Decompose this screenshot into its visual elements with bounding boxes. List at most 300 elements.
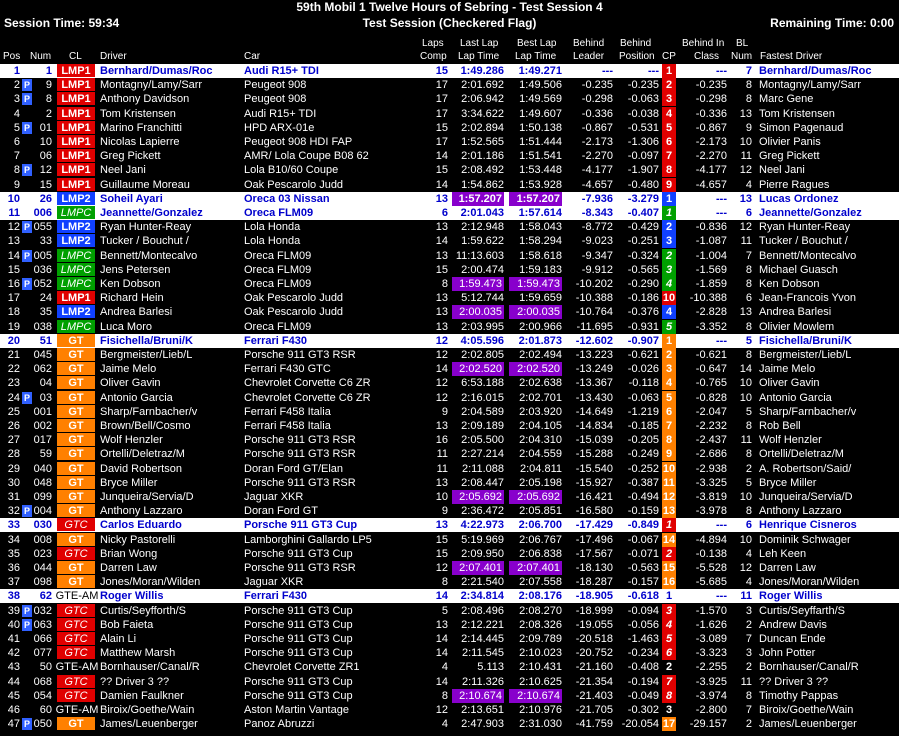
cell-best-lap: 2:04.559 bbox=[519, 448, 562, 461]
cell-pos: 40 bbox=[7, 618, 20, 631]
class-position: 3 bbox=[662, 263, 676, 277]
class-badge: GT bbox=[57, 561, 95, 574]
class-position: 6 bbox=[662, 646, 676, 660]
cell-driver: James/Leuenberger bbox=[100, 718, 198, 731]
cell-pos: 3 bbox=[13, 93, 20, 106]
cell-laps: 13 bbox=[435, 221, 448, 234]
cell-behind-leader: -10.388 bbox=[575, 292, 613, 305]
col-behind-class-bottom[interactable]: Class bbox=[694, 51, 720, 62]
cell-behind-position: -0.186 bbox=[627, 292, 659, 305]
class-badge: GT bbox=[57, 575, 95, 588]
table-row[interactable] bbox=[0, 717, 899, 731]
cell-best-lap: 2:02.494 bbox=[519, 349, 562, 361]
cell-behind-position: -0.849 bbox=[627, 519, 659, 532]
col-fastest-driver[interactable]: Fastest Driver bbox=[760, 51, 823, 62]
cell-last-lap: 6:53.188 bbox=[461, 377, 504, 390]
table-row[interactable] bbox=[0, 135, 899, 149]
cell-best-lap: 2:10.976 bbox=[519, 704, 562, 716]
class-badge: LMPC bbox=[57, 263, 95, 276]
table-row[interactable] bbox=[0, 305, 899, 319]
session-status: Test Session (Checkered Flag) bbox=[362, 16, 537, 30]
table-row[interactable] bbox=[0, 433, 899, 447]
pit-icon: P bbox=[23, 605, 30, 616]
table-row[interactable] bbox=[0, 689, 899, 703]
class-position: 3 bbox=[662, 604, 676, 618]
class-badge: LMP2 bbox=[57, 220, 95, 233]
cell-behind-leader: -4.177 bbox=[581, 164, 613, 177]
cell-behind-class: -0.836 bbox=[695, 221, 727, 234]
cell-best-lap-num: 10 bbox=[739, 491, 752, 503]
cell-last-lap: 2:09.189 bbox=[461, 420, 504, 432]
table-row[interactable] bbox=[0, 533, 899, 547]
table-row[interactable] bbox=[0, 419, 899, 433]
cell-best-lap: 1:49.506 bbox=[519, 79, 562, 92]
cell-fastest-driver: Curtis/Seyffarth/S bbox=[759, 604, 845, 617]
cell-car: Oreca FLM09 bbox=[244, 263, 312, 276]
cell-behind-leader: -19.055 bbox=[575, 618, 613, 631]
cell-driver: Antonio Garcia bbox=[100, 391, 173, 404]
cell-pos: 22 bbox=[7, 363, 20, 376]
cell-behind-leader: -14.834 bbox=[575, 420, 613, 432]
pit-icon: P bbox=[23, 80, 30, 91]
col-best-lap-bottom[interactable]: Num bbox=[731, 51, 753, 62]
col-driver[interactable]: Driver bbox=[100, 51, 127, 62]
cell-driver: Bryce Miller bbox=[100, 476, 158, 489]
cell-best-lap: 2:07.401 bbox=[509, 561, 562, 575]
col-class[interactable]: CL bbox=[69, 51, 82, 62]
cell-best-lap-num: 13 bbox=[739, 107, 752, 120]
cell-behind-class: -2.938 bbox=[695, 462, 727, 475]
cell-laps: 11 bbox=[436, 448, 448, 461]
col-behind-position-bottom[interactable]: Position bbox=[619, 51, 655, 62]
cell-behind-leader: -9.912 bbox=[581, 263, 613, 276]
class-badge: LMP1 bbox=[57, 149, 95, 162]
cell-pos: 38 bbox=[7, 590, 20, 603]
class-position: 15 bbox=[662, 562, 676, 574]
cell-driver: Carlos Eduardo bbox=[100, 519, 182, 532]
col-best-lap-top[interactable]: BL bbox=[736, 38, 749, 49]
cell-fastest-driver: Jaime Melo bbox=[759, 363, 816, 376]
cell-behind-class: -0.336 bbox=[695, 107, 727, 120]
class-badge: GT bbox=[57, 348, 95, 361]
cell-behind-position: -0.302 bbox=[627, 704, 659, 716]
class-badge: LMP2 bbox=[57, 234, 95, 247]
class-badge: GT bbox=[57, 391, 95, 404]
cell-fastest-driver: Jones/Moran/Wilden bbox=[759, 576, 860, 589]
cell-best-lap: 1:49.271 bbox=[518, 65, 562, 77]
cell-last-lap: 2:11.088 bbox=[461, 462, 504, 475]
cell-laps: 10 bbox=[435, 491, 448, 503]
cell-car: Porsche 911 GT3 Cup bbox=[244, 547, 353, 560]
cell-best-lap-num: 2 bbox=[745, 462, 752, 475]
class-position: 7 bbox=[662, 149, 676, 163]
cell-best-lap: 1:58.043 bbox=[519, 221, 562, 234]
cell-best-lap: 1:53.448 bbox=[519, 164, 562, 177]
cell-last-lap: 2:02.805 bbox=[461, 349, 504, 361]
cell-num: 62 bbox=[39, 590, 52, 603]
cell-driver: Biroix/Goethe/Wain bbox=[100, 704, 195, 716]
col-behind-leader-top[interactable]: Behind bbox=[573, 38, 605, 49]
table-row[interactable] bbox=[0, 249, 899, 263]
cell-fastest-driver: Andrea Barlesi bbox=[759, 306, 832, 319]
cell-laps: 5 bbox=[441, 604, 448, 617]
cell-car: Porsche 911 GT3 Cup bbox=[244, 689, 353, 702]
table-row[interactable] bbox=[0, 604, 899, 618]
col-class-position[interactable]: CP bbox=[662, 51, 676, 62]
cell-behind-class: -2.270 bbox=[695, 150, 727, 163]
cell-num: 005 bbox=[33, 249, 52, 262]
cell-car: Peugeot 908 HDI FAP bbox=[244, 136, 353, 148]
class-badge: GT bbox=[57, 419, 95, 432]
cell-laps: 12 bbox=[435, 377, 448, 390]
class-badge: GT bbox=[57, 433, 95, 446]
cell-best-lap-num: 8 bbox=[745, 93, 752, 106]
table-row[interactable] bbox=[0, 277, 899, 291]
class-badge: GT bbox=[57, 533, 95, 546]
cell-last-lap: 2:14.445 bbox=[461, 633, 504, 645]
cell-pos: 26 bbox=[7, 420, 20, 432]
cell-behind-position: -1.907 bbox=[627, 164, 659, 177]
cell-behind-leader: -20.752 bbox=[575, 647, 613, 660]
cell-behind-position: -0.159 bbox=[627, 505, 659, 518]
table-row[interactable] bbox=[0, 192, 899, 206]
cell-fastest-driver: Roger Willis bbox=[759, 590, 823, 603]
cell-last-lap: 2:09.950 bbox=[461, 547, 504, 560]
class-position: 8 bbox=[662, 689, 676, 703]
cell-laps: 14 bbox=[435, 235, 448, 248]
cell-best-lap-num: 8 bbox=[745, 448, 752, 461]
cell-best-lap-num: 8 bbox=[745, 79, 752, 92]
cell-last-lap: 2:06.942 bbox=[461, 93, 504, 106]
class-badge: GT bbox=[57, 334, 95, 347]
table-row[interactable] bbox=[0, 163, 899, 177]
table-row[interactable] bbox=[0, 490, 899, 504]
cell-behind-leader: -0.298 bbox=[581, 93, 613, 106]
table-row[interactable] bbox=[0, 78, 899, 92]
cell-pos: 8 bbox=[13, 164, 20, 177]
cell-best-lap-num: 3 bbox=[745, 604, 752, 617]
table-row[interactable] bbox=[0, 575, 899, 589]
table-row[interactable] bbox=[0, 660, 899, 674]
cell-car: Oreca FLM09 bbox=[244, 278, 312, 290]
table-row[interactable] bbox=[0, 149, 899, 163]
cell-driver: Bernhard/Dumas/Roc bbox=[100, 65, 213, 77]
table-row[interactable] bbox=[0, 646, 899, 660]
class-position: 4 bbox=[662, 376, 676, 390]
cell-behind-leader: -13.223 bbox=[575, 349, 613, 361]
col-last-top[interactable]: Last Lap bbox=[460, 38, 499, 49]
cell-last-lap: 2:01.186 bbox=[461, 150, 504, 163]
cell-best-lap-num: 14 bbox=[739, 363, 752, 376]
cell-pos: 43 bbox=[7, 661, 20, 674]
cell-best-lap-num: 4 bbox=[745, 576, 752, 589]
table-row[interactable] bbox=[0, 462, 899, 476]
cell-pos: 29 bbox=[7, 462, 20, 475]
class-position: 6 bbox=[662, 135, 676, 149]
cell-behind-class: -3.089 bbox=[695, 633, 727, 645]
col-last-bottom[interactable]: Lap Time bbox=[458, 51, 500, 62]
cell-best-lap-num: 4 bbox=[745, 178, 752, 191]
cell-pos: 27 bbox=[7, 434, 20, 447]
table-row[interactable] bbox=[0, 92, 899, 106]
class-position: 7 bbox=[662, 419, 676, 433]
col-num[interactable]: Num bbox=[30, 51, 52, 62]
table-row[interactable] bbox=[0, 405, 899, 419]
cell-driver: Nicky Pastorelli bbox=[100, 533, 176, 546]
cell-behind-position: -0.038 bbox=[627, 107, 659, 120]
cell-car: Ferrari F458 Italia bbox=[244, 420, 331, 432]
cell-best-lap-num: 12 bbox=[739, 164, 752, 177]
cell-best-lap: 2:09.789 bbox=[519, 633, 562, 645]
class-position: 3 bbox=[662, 234, 676, 248]
cell-best-lap: 2:10.431 bbox=[519, 661, 562, 674]
cell-behind-class: --- bbox=[716, 65, 727, 77]
class-position: 10 bbox=[662, 462, 676, 475]
cell-laps: 14 bbox=[435, 675, 448, 688]
table-row[interactable] bbox=[0, 178, 899, 192]
cell-behind-class: -3.352 bbox=[695, 320, 727, 333]
cell-num: 12 bbox=[39, 164, 52, 177]
class-position: 1 bbox=[662, 518, 676, 532]
cell-behind-position: -0.376 bbox=[627, 306, 659, 319]
table-row[interactable] bbox=[0, 561, 899, 575]
cell-pos: 1 bbox=[13, 65, 20, 77]
cell-car: Porsche 911 GT3 RSR bbox=[244, 448, 356, 461]
table-row[interactable] bbox=[0, 632, 899, 646]
table-row[interactable] bbox=[0, 703, 899, 717]
cell-laps: 8 bbox=[441, 576, 448, 589]
table-row[interactable] bbox=[0, 263, 899, 277]
cell-driver: David Robertson bbox=[100, 462, 182, 475]
cell-laps: 13 bbox=[435, 192, 448, 205]
cell-driver: Bornhauser/Canal/R bbox=[100, 661, 200, 674]
cell-car: AMR/ Lola Coupe B08 62 bbox=[244, 150, 369, 163]
cell-behind-position: -0.071 bbox=[627, 547, 659, 560]
col-behind-class-top[interactable]: Behind In bbox=[682, 38, 725, 49]
cell-behind-position: -0.194 bbox=[627, 675, 659, 688]
col-pos[interactable]: Pos bbox=[3, 51, 21, 62]
cell-last-lap: 11:13.603 bbox=[455, 249, 504, 262]
class-position: 2 bbox=[662, 249, 676, 263]
cell-num: 044 bbox=[33, 562, 52, 574]
table-row[interactable] bbox=[0, 618, 899, 632]
table-row[interactable] bbox=[0, 362, 899, 376]
pit-icon: P bbox=[23, 222, 30, 233]
table-row[interactable] bbox=[0, 391, 899, 405]
table-row[interactable] bbox=[0, 206, 899, 220]
cell-best-lap: 1:59.659 bbox=[519, 292, 562, 305]
class-position: 6 bbox=[662, 405, 676, 419]
cell-behind-leader: -18.905 bbox=[575, 590, 613, 603]
cell-fastest-driver: Antonio Garcia bbox=[759, 391, 832, 404]
class-position: 5 bbox=[662, 391, 676, 405]
cell-behind-leader: -17.496 bbox=[575, 533, 613, 546]
cell-car: Porsche 911 GT3 Cup bbox=[244, 647, 353, 660]
cell-laps: 12 bbox=[435, 349, 448, 361]
cell-last-lap: 2:16.015 bbox=[461, 391, 504, 404]
cell-best-lap: 2:10.625 bbox=[519, 675, 562, 688]
cell-num: 001 bbox=[33, 405, 52, 418]
cell-behind-class: -0.235 bbox=[695, 79, 727, 92]
cell-behind-position: -0.094 bbox=[627, 604, 659, 617]
cell-driver: Jones/Moran/Wilden bbox=[100, 576, 201, 589]
cell-pos: 25 bbox=[7, 405, 20, 418]
cell-last-lap: 5.113 bbox=[477, 661, 504, 674]
cell-behind-leader: -41.759 bbox=[575, 718, 613, 731]
table-row[interactable] bbox=[0, 320, 899, 334]
cell-best-lap-num: 6 bbox=[745, 292, 752, 305]
cell-last-lap: 5:12.744 bbox=[461, 292, 504, 305]
cell-last-lap: 2:11.326 bbox=[461, 675, 504, 688]
cell-best-lap-num: 6 bbox=[745, 519, 752, 532]
class-badge: GTE-AM bbox=[55, 661, 99, 674]
table-row[interactable] bbox=[0, 348, 899, 362]
class-position: 9 bbox=[662, 447, 676, 461]
table-row[interactable] bbox=[0, 504, 899, 518]
col-behind-leader-bottom[interactable]: Leader bbox=[573, 51, 605, 62]
col-laps-top[interactable]: Laps bbox=[422, 38, 444, 49]
cell-best-lap-num: 8 bbox=[745, 420, 752, 432]
cell-car: Chevrolet Corvette C6 ZR bbox=[244, 377, 371, 390]
class-position: 2 bbox=[665, 661, 673, 674]
cell-behind-class: -4.177 bbox=[695, 164, 727, 177]
class-badge: LMP1 bbox=[57, 121, 95, 134]
cell-best-lap: 2:04.105 bbox=[519, 420, 562, 432]
cell-car: Ferrari F458 Italia bbox=[244, 405, 331, 418]
cell-car: Ferrari F430 bbox=[244, 334, 307, 347]
table-row[interactable] bbox=[0, 476, 899, 490]
cell-laps: 6 bbox=[441, 207, 448, 219]
cell-num: 002 bbox=[33, 420, 52, 432]
cell-best-lap: 1:59.473 bbox=[509, 277, 562, 291]
cell-fastest-driver: A. Robertson/Said/ bbox=[759, 462, 852, 475]
cell-laps: 13 bbox=[435, 292, 448, 305]
class-badge: GTC bbox=[57, 632, 95, 645]
table-row[interactable] bbox=[0, 121, 899, 135]
cell-behind-position: -0.097 bbox=[627, 150, 659, 163]
cell-laps: 17 bbox=[435, 107, 448, 120]
table-row[interactable] bbox=[0, 334, 899, 348]
cell-last-lap: 2:11.545 bbox=[461, 647, 504, 660]
col-best-bottom[interactable]: Lap Time bbox=[515, 51, 557, 62]
cell-last-lap: 1:49.286 bbox=[460, 65, 504, 77]
cell-num: 023 bbox=[33, 547, 52, 560]
cell-driver: Nicolas Lapierre bbox=[100, 136, 180, 148]
cell-behind-position: -0.252 bbox=[627, 462, 659, 475]
table-row[interactable] bbox=[0, 675, 899, 689]
cell-best-lap-num: 8 bbox=[745, 320, 752, 333]
cell-last-lap: 1:52.565 bbox=[461, 136, 504, 148]
cell-num: 036 bbox=[33, 263, 52, 276]
table-row[interactable] bbox=[0, 64, 899, 78]
cell-behind-leader: -13.249 bbox=[575, 363, 613, 376]
cell-behind-class: -2.828 bbox=[695, 306, 727, 319]
cell-driver: Matthew Marsh bbox=[100, 647, 176, 660]
cell-last-lap: 5:19.969 bbox=[461, 533, 504, 546]
table-row[interactable] bbox=[0, 220, 899, 234]
table-row[interactable] bbox=[0, 291, 899, 305]
cell-behind-class: -0.867 bbox=[695, 121, 727, 134]
table-row[interactable] bbox=[0, 518, 899, 532]
cell-car: Porsche 911 GT3 Cup bbox=[244, 618, 353, 631]
col-laps-bottom[interactable]: Comp bbox=[420, 51, 447, 62]
table-row[interactable] bbox=[0, 547, 899, 561]
table-row[interactable] bbox=[0, 447, 899, 461]
cell-last-lap: 1:59.473 bbox=[452, 277, 504, 291]
class-badge: GT bbox=[57, 717, 95, 730]
cell-best-lap-num: 2 bbox=[745, 661, 752, 674]
col-behind-position-top[interactable]: Behind bbox=[620, 38, 652, 49]
cell-driver: Soheil Ayari bbox=[100, 192, 163, 205]
class-badge: LMP1 bbox=[57, 64, 95, 77]
class-badge: LMP1 bbox=[57, 178, 95, 191]
cell-last-lap: 2:10.674 bbox=[452, 689, 504, 703]
cell-behind-class: -0.138 bbox=[695, 547, 727, 560]
cell-behind-class: -1.004 bbox=[695, 249, 727, 262]
cell-laps: 14 bbox=[435, 178, 448, 191]
cell-num: 60 bbox=[39, 704, 52, 716]
cell-fastest-driver: Rob Bell bbox=[759, 420, 801, 432]
cell-behind-position: -0.494 bbox=[627, 491, 659, 503]
table-row[interactable] bbox=[0, 376, 899, 390]
cell-best-lap-num: 2 bbox=[745, 618, 752, 631]
cell-last-lap: 2:12.221 bbox=[461, 618, 504, 631]
cell-best-lap: 2:04.811 bbox=[519, 462, 562, 475]
cell-fastest-driver: Wolf Henzler bbox=[759, 434, 822, 447]
col-car[interactable]: Car bbox=[244, 51, 261, 62]
cell-last-lap: 2:00.474 bbox=[461, 263, 504, 276]
cell-car: Oreca 03 Nissan bbox=[244, 192, 330, 205]
cell-num: 099 bbox=[33, 491, 52, 503]
table-row[interactable] bbox=[0, 234, 899, 248]
cell-car: Ferrari F430 bbox=[244, 590, 307, 603]
cell-laps: 15 bbox=[435, 533, 448, 546]
cell-behind-position: -0.026 bbox=[627, 363, 659, 376]
cell-behind-leader: -18.287 bbox=[575, 576, 613, 589]
cell-behind-class: -1.859 bbox=[695, 278, 727, 290]
cell-num: 048 bbox=[33, 476, 52, 489]
cell-best-lap-num: 10 bbox=[739, 136, 752, 148]
cell-driver: Montagny/Lamy/Sarr bbox=[100, 79, 203, 92]
table-row[interactable] bbox=[0, 589, 899, 603]
cell-best-lap-num: 2 bbox=[745, 718, 752, 731]
cell-last-lap: 2:08.447 bbox=[461, 476, 504, 489]
cell-behind-class: -1.626 bbox=[695, 618, 727, 631]
cell-behind-leader: -16.580 bbox=[575, 505, 613, 518]
cell-behind-leader: -15.288 bbox=[575, 448, 613, 461]
cell-fastest-driver: Sharp/Farnbacher/v bbox=[759, 405, 857, 418]
class-position: 11 bbox=[663, 476, 675, 489]
cell-car: Oak Pescarolo Judd bbox=[244, 178, 344, 191]
class-badge: GTC bbox=[57, 518, 95, 531]
class-position: 17 bbox=[662, 718, 676, 731]
cell-num: 098 bbox=[33, 576, 52, 589]
table-row[interactable] bbox=[0, 107, 899, 121]
cell-last-lap: 2:08.496 bbox=[461, 604, 504, 617]
pit-icon: P bbox=[23, 279, 30, 289]
col-best-top[interactable]: Best Lap bbox=[517, 38, 557, 49]
class-position: 8 bbox=[662, 163, 676, 177]
cell-fastest-driver: Olivier Mowlem bbox=[759, 320, 835, 333]
cell-best-lap-num: 7 bbox=[745, 704, 752, 716]
cell-num: 045 bbox=[33, 349, 52, 361]
cell-fastest-driver: Duncan Ende bbox=[759, 633, 826, 645]
cell-behind-leader: -14.649 bbox=[575, 405, 613, 418]
cell-laps: 15 bbox=[435, 121, 448, 134]
cell-fastest-driver: Pierre Ragues bbox=[759, 178, 830, 191]
cell-behind-position: -0.185 bbox=[627, 420, 659, 432]
cell-behind-class: -2.800 bbox=[695, 704, 727, 716]
